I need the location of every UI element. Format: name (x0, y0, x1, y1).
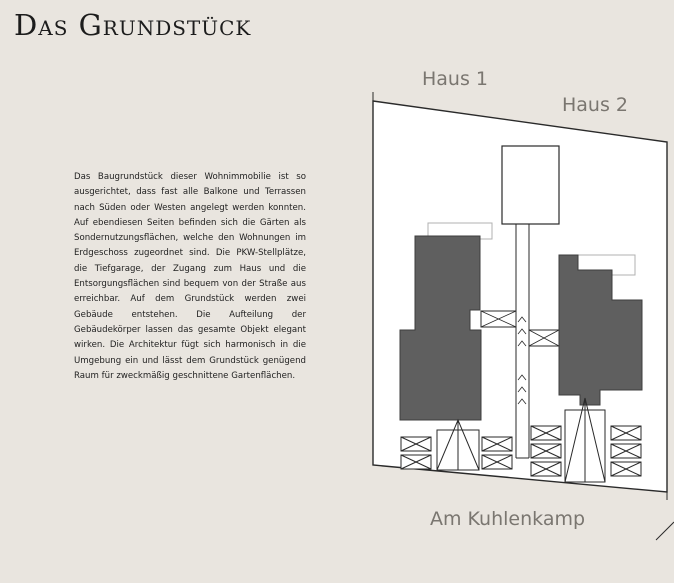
label-street: Am Kuhlenkamp (430, 508, 586, 530)
boundary-diagonal (656, 522, 674, 540)
label-haus-2: Haus 2 (562, 94, 628, 116)
label-haus-1: Haus 1 (422, 68, 488, 90)
page-title: Das Grundstück (14, 8, 252, 42)
description-paragraph: Das Baugrundstück dieser Wohnimmobilie ist so ausgerichtet, dass fast alle Balkone und Terrassen nach Süden oder Westen angelegt werden konnten. Auf ebendiesen Seiten befinden sich die Gärten als Sondernutzungsflächen, welche den Wohnungen im Erdgeschoss zugeordnet sind. Die PKW-Stellplätze, die Tiefgarage, der Zugang zum Haus und die Entsorgungsflächen sind bequem von der Straße aus erreichbar. Auf dem Grundstück werden zwei Gebäude entstehen. Die Aufteilung der Gebäudekörper lassen das gesamte Objekt elegant wirken. Die Architektur fügt sich harmonisch in die Umgebung ein und lässt dem Grundstück genügend Raum für zweckmäßig geschnittene Gartenflächen. (74, 172, 306, 381)
access-building (502, 146, 559, 224)
